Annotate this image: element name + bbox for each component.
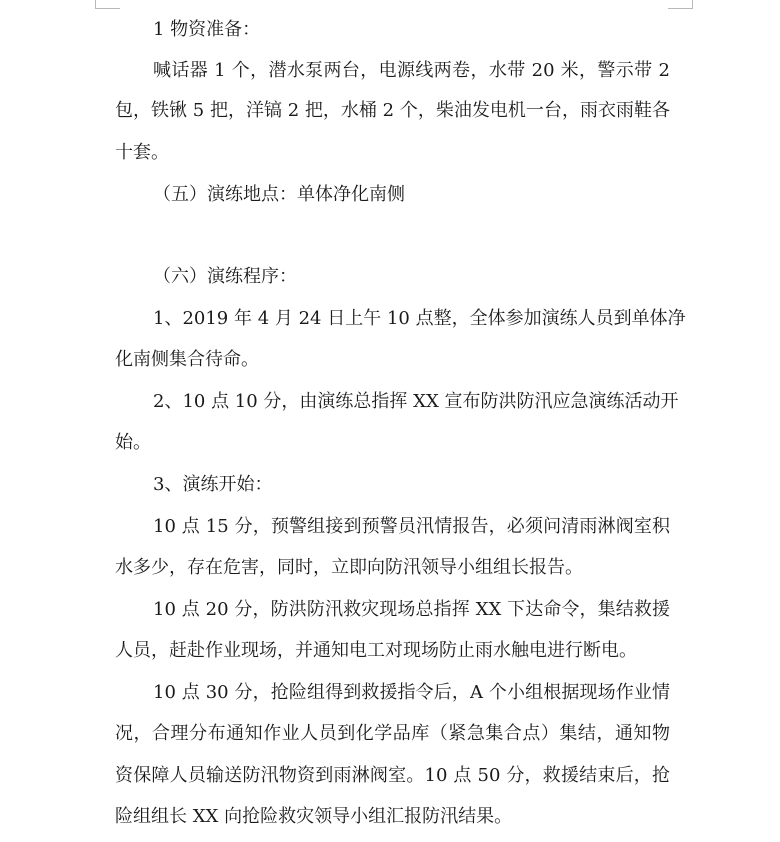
step-3-heading: 3、演练开始： [153,474,273,495]
event-1030-line-1: 10 点 30 分，抢险组得到救援指令后，A 个小组根据现场作业情 [153,682,670,703]
materials-line-1: 喊话器 1 个，潜水泵两台，电源线两卷，水带 20 米，警示带 2 [153,60,670,81]
materials-line-2: 包，铁锹 5 把，洋镐 2 把，水桶 2 个，柴油发电机一台，雨衣雨鞋各 [115,100,670,121]
event-1015-line-1: 10 点 15 分，预警组接到预警员汛情报告，必须问清雨淋阀室积 [153,516,670,537]
step-1-line-2: 化南侧集合待命。 [115,349,259,370]
step-1-line-1: 1、2019 年 4 月 24 日上午 10 点整，全体参加演练人员到单体净 [153,308,686,329]
step-2-line-2: 始。 [115,432,151,453]
event-1020-line-1: 10 点 20 分，防洪防汛救灾现场总指挥 XX 下达命令，集结救援 [153,599,670,620]
event-1030-line-4: 险组组长 XX 向抢险救灾领导小组汇报防汛结果。 [115,806,513,827]
event-1030-line-3: 资保障人员输送防汛物资到雨淋阀室。10 点 50 分，救援结束后，抢 [115,765,670,786]
page-corner-mark-right [668,0,693,9]
materials-line-3: 十套。 [115,142,169,163]
page-corner-mark-left [95,0,120,9]
materials-heading: 1 物资准备： [153,19,261,40]
event-1030-line-2: 况，合理分布通知作业人员到化学品库（紧急集合点）集结，通知物 [115,723,670,744]
event-1015-line-2: 水多少，存在危害，同时，立即向防汛领导小组组长报告。 [115,557,583,578]
section-six-heading: （六）演练程序： [153,266,297,287]
step-2-line-1: 2、10 点 10 分，由演练总指挥 XX 宣布防洪防汛应急演练活动开 [153,391,679,412]
section-five-heading: （五）演练地点：单体净化南侧 [153,184,405,205]
event-1020-line-2: 人员，赶赴作业现场，并通知电工对现场防止雨水触电进行断电。 [115,640,637,661]
